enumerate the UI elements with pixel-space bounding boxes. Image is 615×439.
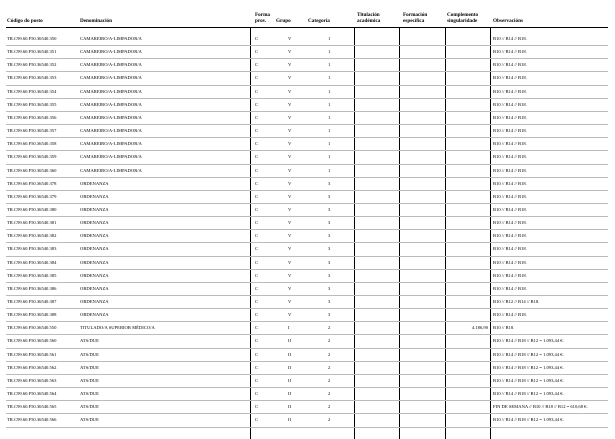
cell-observacions: B10 // B14 // B18.	[493, 141, 527, 147]
cell-observacions: B10 // B14 // B18 // B12 = 1.093,44 €.	[493, 364, 564, 370]
cell-denominacion: ATS/DUE	[80, 377, 99, 383]
table-row	[0, 270, 615, 283]
cell-grupo: V	[288, 141, 292, 147]
cell-codigo: TR.C99.60.F50.36540.564	[7, 391, 57, 397]
cell-categoria: 1	[328, 36, 331, 41]
cell-grupo: V	[288, 259, 292, 265]
cell-denominacion: CAMAREIRO/A-LIMPADOR/A	[80, 141, 142, 147]
cell-grupo: V	[288, 233, 292, 239]
cell-grupo: V	[288, 36, 292, 41]
table-row	[0, 112, 615, 125]
cell-codigo: TR.C99.60.F50.36540.385	[7, 272, 57, 278]
cell-grupo: V	[288, 114, 292, 120]
cell-denominacion: CAMAREIRO/A-LIMPADOR/A	[80, 167, 142, 173]
cell-grupo: II	[288, 351, 292, 357]
cell-denominacion: ORDENANZA	[80, 285, 109, 291]
cell-forma: C	[255, 88, 259, 94]
header-forma-line2: prov.	[255, 18, 267, 24]
cell-categoria: 2	[328, 338, 331, 344]
table-row	[0, 217, 615, 230]
table-row	[0, 151, 615, 164]
cell-forma: C	[255, 404, 259, 410]
cell-categoria: 1	[328, 167, 331, 173]
cell-denominacion: ATS/DUE	[80, 391, 99, 397]
table-row	[0, 362, 615, 375]
cell-categoria: 2	[328, 377, 331, 383]
cell-forma: C	[255, 101, 259, 107]
table-row	[0, 46, 615, 59]
cell-categoria: 2	[328, 404, 331, 410]
cell-denominacion: ORDENANZA	[80, 220, 109, 226]
cell-denominacion: ATS/DUE	[80, 338, 99, 344]
cell-categoria: 3	[328, 272, 331, 278]
cell-denominacion: ATS/DUE	[80, 364, 99, 370]
header-codigo: Código do posto	[7, 18, 43, 24]
cell-categoria: 1	[328, 49, 331, 55]
cell-forma: C	[255, 391, 259, 397]
cell-observacions: B10 // B14 // B18 // B12 = 1.093,44 €.	[493, 391, 564, 397]
cell-categoria: 3	[328, 220, 331, 226]
cell-grupo: II	[288, 377, 292, 383]
table-row	[0, 125, 615, 138]
cell-forma: C	[255, 338, 259, 344]
cell-observacions: B10 // B14 // B18.	[493, 167, 527, 173]
cell-categoria: 1	[328, 62, 331, 68]
header-observacions: Observacións	[493, 18, 523, 24]
header-denominacion: Denominación	[80, 18, 112, 24]
cell-categoria: 1	[328, 101, 331, 107]
cell-denominacion: CAMAREIRO/A-LIMPADOR/A	[80, 154, 142, 160]
cell-codigo: TR.C99.60.F50.36540.360	[7, 167, 57, 173]
cell-observacions: B10 // B14 // B18.	[493, 285, 527, 291]
cell-categoria: 2	[328, 417, 331, 423]
cell-codigo: TR.C99.60.F50.36540.562	[7, 364, 57, 370]
cell-denominacion: ORDENANZA	[80, 246, 109, 252]
cell-codigo: TR.C99.60.F50.36540.384	[7, 259, 57, 265]
cell-codigo: TR.C99.60.F50.36540.355	[7, 101, 57, 107]
cell-grupo: V	[288, 206, 292, 212]
cell-codigo: TR.C99.60.F50.36540.382	[7, 233, 57, 239]
cell-forma: C	[255, 36, 259, 41]
table-row	[0, 335, 615, 348]
table-row	[0, 296, 615, 309]
cell-denominacion: ORDENANZA	[80, 193, 109, 199]
cell-observacions: B10 // B14 // B18.	[493, 246, 527, 252]
cell-forma: C	[255, 312, 259, 318]
cell-forma: C	[255, 220, 259, 226]
cell-codigo: TR.C99.60.F50.36540.357	[7, 128, 57, 134]
cell-forma: C	[255, 180, 259, 186]
cell-denominacion: ORDENANZA	[80, 299, 109, 304]
cell-categoria: 2	[328, 351, 331, 357]
cell-denominacion: CAMAREIRO/A-LIMPADOR/A	[80, 114, 142, 120]
cell-codigo: TR.C99.60.F50.36540.561	[7, 351, 57, 357]
cell-grupo: II	[288, 404, 292, 410]
cell-forma: C	[255, 377, 259, 383]
header-complemento: Complemento	[447, 12, 479, 18]
cell-categoria: 1	[328, 154, 331, 160]
header-forma: Forma	[255, 12, 270, 18]
cell-grupo: V	[288, 49, 292, 55]
cell-observacions: FIN DE SEMANA // B10 // B18 // B12 = 610,68 €.	[493, 404, 588, 410]
cell-categoria: 3	[328, 299, 331, 304]
cell-codigo: TR.C99.60.F50.36540.388	[7, 312, 57, 318]
cell-denominacion: ORDENANZA	[80, 233, 109, 239]
cell-forma: C	[255, 128, 259, 134]
cell-denominacion: CAMAREIRO/A-LIMPADOR/A	[80, 101, 142, 107]
cell-codigo: TR.C99.60.F50.36540.359	[7, 154, 57, 160]
cell-grupo: V	[288, 312, 292, 318]
cell-observacions: B10 // B18.	[493, 325, 515, 331]
cell-categoria: 1	[328, 141, 331, 147]
cell-observacions: B10 // B12 // B14 // B18.	[493, 299, 540, 304]
cell-denominacion: CAMAREIRO/A-LIMPADOR/A	[80, 75, 142, 81]
cell-categoria: 3	[328, 285, 331, 291]
cell-denominacion: ATS/DUE	[80, 351, 99, 357]
cell-observacions: B10 // B14 // B18.	[493, 75, 527, 81]
cell-observacions: B10 // B14 // B18.	[493, 36, 527, 41]
table-row	[0, 138, 615, 151]
cell-observacions: B10 // B14 // B18.	[493, 312, 527, 318]
cell-grupo: V	[288, 62, 292, 68]
table-row	[0, 401, 615, 414]
cell-categoria: 3	[328, 193, 331, 199]
cell-forma: C	[255, 272, 259, 278]
table-row	[0, 257, 615, 270]
cell-complemento: 4.186,90	[471, 325, 488, 331]
table-row	[0, 86, 615, 99]
table-row	[0, 414, 615, 427]
cell-denominacion: CAMAREIRO/A-LIMPADOR/A	[80, 62, 142, 68]
cell-codigo: TR.C99.60.F50.36540.386	[7, 285, 57, 291]
cell-codigo: TR.C99.60.F50.36540.383	[7, 246, 57, 252]
cell-grupo: V	[288, 88, 292, 94]
cell-categoria: 3	[328, 259, 331, 265]
cell-denominacion: CAMAREIRO/A-LIMPADOR/A	[80, 128, 142, 134]
cell-observacions: B10 // B14 // B18 // B12 = 1.093,44 €.	[493, 417, 564, 423]
cell-grupo: V	[288, 154, 292, 160]
cell-denominacion: ORDENANZA	[80, 206, 109, 212]
cell-forma: C	[255, 299, 259, 304]
header-titulacion-line2: académica	[357, 18, 381, 24]
table-row	[0, 322, 615, 335]
cell-forma: C	[255, 351, 259, 357]
cell-forma: C	[255, 154, 259, 160]
cell-categoria: 1	[328, 114, 331, 120]
header-categoria: Categoría	[308, 18, 330, 24]
cell-grupo: V	[288, 193, 292, 199]
cell-grupo: V	[288, 101, 292, 107]
header-formacion: Formación	[403, 12, 428, 18]
cell-grupo: V	[288, 220, 292, 226]
cell-codigo: TR.C99.60.F50.36540.379	[7, 193, 57, 199]
cell-grupo: V	[288, 272, 292, 278]
cell-codigo: TR.C99.60.F50.36540.378	[7, 180, 57, 186]
cell-forma: C	[255, 364, 259, 370]
cell-forma: C	[255, 325, 259, 331]
cell-observacions: B10 // B14 // B18.	[493, 180, 527, 186]
cell-grupo: V	[288, 128, 292, 134]
cell-observacions: B10 // B14 // B18.	[493, 272, 527, 278]
cell-categoria: 3	[328, 246, 331, 252]
cell-observacions: B10 // B14 // B18.	[493, 206, 527, 212]
table-row	[0, 349, 615, 362]
header-titulacion: Titulación	[357, 12, 380, 18]
cell-grupo: V	[288, 75, 292, 81]
cell-forma: C	[255, 62, 259, 68]
cell-forma: C	[255, 246, 259, 252]
cell-observacions: B10 // B14 // B18.	[493, 101, 527, 107]
cell-forma: C	[255, 193, 259, 199]
cell-codigo: TR.C99.60.F50.36540.566	[7, 417, 57, 423]
cell-codigo: TR.C99.60.F50.36540.356	[7, 114, 57, 120]
table-row	[0, 283, 615, 296]
cell-denominacion: CAMAREIRO/A-LIMPADOR/A	[80, 88, 142, 94]
cell-observacions: B10 // B14 // B18.	[493, 233, 527, 239]
cell-forma: C	[255, 417, 259, 423]
cell-categoria: 3	[328, 180, 331, 186]
table-row	[0, 191, 615, 204]
cell-observacions: B10 // B14 // B18.	[493, 128, 527, 134]
table-row	[0, 72, 615, 85]
cell-codigo: TR.C99.60.F50.36540.352	[7, 62, 57, 68]
cell-categoria: 1	[328, 128, 331, 134]
table-row	[0, 99, 615, 112]
cell-observacions: B10 // B14 // B18 // B12 = 1.093,44 €.	[493, 377, 564, 383]
cell-observacions: B10 // B14 // B18 // B12 = 1.093,44 €.	[493, 338, 564, 344]
table-row	[0, 375, 615, 388]
cell-observacions: B10 // B14 // B18.	[493, 154, 527, 160]
cell-observacions: B10 // B14 // B18.	[493, 88, 527, 94]
cell-categoria: 1	[328, 88, 331, 94]
header-grupo: Grupo	[276, 18, 291, 24]
cell-categoria: 3	[328, 233, 331, 239]
cell-denominacion: TITULADO/A SUPERIOR MÉDICO/A	[80, 325, 155, 331]
cell-codigo: TR.C99.60.F50.36540.565	[7, 404, 57, 410]
table-row	[0, 243, 615, 256]
cell-observacions: B10 // B14 // B18.	[493, 49, 527, 55]
cell-codigo: TR.C99.60.F50.36540.381	[7, 220, 57, 226]
cell-forma: C	[255, 285, 259, 291]
table-row	[0, 59, 615, 72]
cell-denominacion: CAMAREIRO/A-LIMPADOR/A	[80, 49, 142, 55]
cell-observacions: B10 // B14 // B18.	[493, 62, 527, 68]
cell-grupo: V	[288, 167, 292, 173]
cell-grupo: II	[288, 417, 292, 423]
cell-codigo: TR.C99.60.F50.36540.358	[7, 141, 57, 147]
table-row	[0, 230, 615, 243]
cell-grupo: V	[288, 299, 292, 304]
cell-forma: C	[255, 114, 259, 120]
table-row	[0, 33, 615, 46]
cell-grupo: II	[288, 364, 292, 370]
cell-codigo: TR.C99.60.F50.36540.387	[7, 299, 57, 304]
table-row	[0, 388, 615, 401]
cell-denominacion: ATS/DUE	[80, 404, 99, 410]
cell-denominacion: ORDENANZA	[80, 272, 109, 278]
cell-categoria: 3	[328, 312, 331, 318]
cell-codigo: TR.C99.60.F50.36540.560	[7, 338, 57, 344]
header-rule	[6, 27, 608, 28]
table-row	[0, 309, 615, 322]
cell-codigo: TR.C99.60.F50.36540.351	[7, 49, 57, 55]
cell-categoria: 2	[328, 391, 331, 397]
cell-denominacion: ORDENANZA	[80, 312, 109, 318]
cell-categoria: 2	[328, 325, 331, 331]
cell-forma: C	[255, 259, 259, 265]
cell-denominacion: CAMAREIRO/A-LIMPADOR/A	[80, 36, 142, 41]
cell-categoria: 2	[328, 364, 331, 370]
cell-observacions: B10 // B14 // B18.	[493, 259, 527, 265]
cell-categoria: 3	[328, 206, 331, 212]
cell-forma: C	[255, 167, 259, 173]
cell-grupo: I	[288, 325, 290, 331]
cell-forma: C	[255, 141, 259, 147]
cell-denominacion: ATS/DUE	[80, 417, 99, 423]
cell-grupo: V	[288, 246, 292, 252]
header-formacion-line2: específica	[403, 18, 425, 24]
cell-denominacion: ORDENANZA	[80, 180, 109, 186]
header-complemento-line2: singularidade	[447, 18, 478, 24]
cell-codigo: TR.C99.60.F50.36540.354	[7, 88, 57, 94]
cell-forma: C	[255, 75, 259, 81]
cell-forma: C	[255, 233, 259, 239]
cell-denominacion: ORDENANZA	[80, 259, 109, 265]
row-separator	[6, 427, 608, 428]
cell-codigo: TR.C99.60.F50.36540.380	[7, 206, 57, 212]
table-row	[0, 165, 615, 178]
cell-forma: C	[255, 49, 259, 55]
cell-codigo: TR.C99.60.F50.36540.550	[7, 325, 57, 331]
cell-observacions: B10 // B14 // B18.	[493, 193, 527, 199]
cell-grupo: II	[288, 391, 292, 397]
cell-categoria: 1	[328, 75, 331, 81]
cell-observacions: B10 // B14 // B18.	[493, 114, 527, 120]
cell-grupo: V	[288, 180, 292, 186]
cell-codigo: TR.C99.60.F50.36540.350	[7, 36, 57, 41]
cell-codigo: TR.C99.60.F50.36540.563	[7, 377, 57, 383]
cell-codigo: TR.C99.60.F50.36540.353	[7, 75, 57, 81]
cell-grupo: V	[288, 285, 292, 291]
table-row	[0, 178, 615, 191]
cell-observacions: B10 // B14 // B18.	[493, 220, 527, 226]
cell-grupo: II	[288, 338, 292, 344]
table-row	[0, 204, 615, 217]
cell-forma: C	[255, 206, 259, 212]
cell-observacions: B10 // B14 // B18 // B12 = 1.093,44 €.	[493, 351, 564, 357]
